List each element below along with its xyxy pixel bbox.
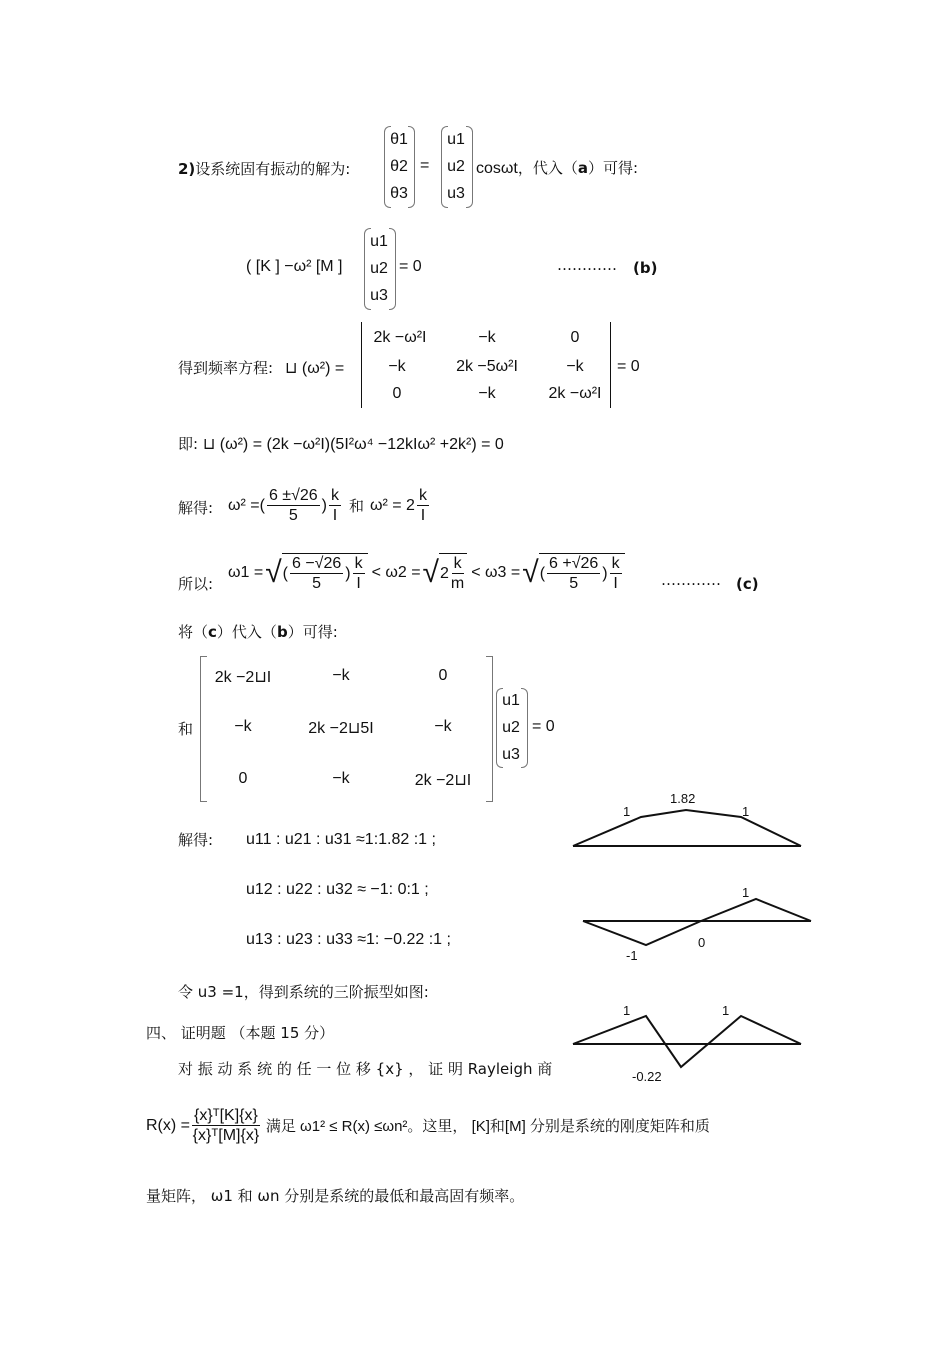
ref-a: a [577,159,588,177]
and-u2: u2 [502,718,520,736]
eq-b-rhs: = 0 [399,258,422,275]
expand-line [178,433,504,454]
mode-3-label: 1 [722,1003,730,1018]
so-label-c: (c) [736,575,759,593]
ratios-label: 解得: [178,831,214,849]
step2-text: 设系统固有振动的解为: [195,160,351,178]
and-u3: u3 [502,745,520,763]
and-brace-right [521,688,528,768]
mode-2-label: 1 [742,885,750,900]
mode-3-shape [573,1003,801,1084]
solve-lhs: ω² =( [228,496,265,514]
mode-3-curve [573,1016,801,1067]
mode-3-label: -0.22 [632,1069,662,1084]
and-u1: u1 [502,692,520,710]
rq-num: {x}ᵀ[K]{x} [194,1107,258,1124]
det-cell: −k [478,385,496,402]
and-label: 和 [178,720,194,738]
eq-b-label: (b) [633,259,658,277]
solve-I2: I [420,507,426,524]
u-1: u1 [447,130,465,148]
and-rhs: = 0 [532,718,555,735]
det-cell: −k [388,358,406,375]
sub-cb-line [178,621,338,642]
theta-vector [388,126,410,208]
sqrt-sign: √ [522,556,539,589]
eq-b-u2: u2 [370,259,388,277]
theta-3: θ3 [390,185,408,203]
matrix-cell: 2k −2⊔5I [308,720,374,737]
det-cell: 0 [570,329,580,346]
theta-brace-right [408,126,415,208]
so-k1: k [354,555,363,572]
so-km [451,554,464,593]
matrix-cell: 0 [238,770,248,787]
step2-line [178,158,350,179]
expand-expr: ⊔ (ω²) = (2k −ω²I)(5I²ω⁴ −12kIω² +2k²) = 0 [202,436,504,453]
step2-prefix: 2) [178,160,196,178]
sqrt-body: ( $\frac{6 +√26}{5}$ ) $\frac{k}{I}$ [539,553,625,593]
eq-b-u3: u3 [370,287,388,305]
rayleigh-quotient [146,1106,710,1145]
let-line: 令 u3 =1，得到系统的三阶振型如图: [178,983,429,1001]
so-m: m [450,575,465,592]
so-lt2: < ω3 = [471,564,521,581]
rq-frac [192,1106,260,1145]
eq-b-u1: u1 [370,232,388,250]
expand-label: 即: [178,435,199,453]
k-over-I [329,486,341,525]
solve-lhs2: ω² = 2 [369,496,415,514]
so-two: 2 [440,564,449,582]
get-text: ）可得: [587,159,639,177]
ratio-2: u12 : u22 : u32 ≈ −1: 0:1 ; [246,881,429,898]
so-k3: k [611,555,620,572]
step2-tail [476,157,638,178]
section4-line3: 量矩阵， ω1 和 ωn 分别是系统的最低和最高固有频率。 [146,1187,525,1205]
det-cell: 2k −ω²I [548,385,602,402]
mode-2-label: 0 [698,935,706,950]
solve-and: 和 [348,498,364,515]
ratio-1: u11 : u21 : u31 ≈1:1.82 :1 ; [246,831,436,848]
solve-close: ) [321,496,327,514]
so-frac1 [290,554,343,593]
solve-k2: k [418,487,427,504]
mode-1-label: 1 [742,804,750,819]
matrix-cell: −k [434,718,452,735]
solve-I: I [332,507,338,524]
solve-expr [228,486,431,525]
theta-1: θ1 [390,130,408,148]
sub-cb-text2: ）代入（ [216,623,277,641]
rq-rest: 满足 ω1² ≤ R(x) ≤ωn²。这里， [K]和[M] 分别是系统的刚度矩阵和质 [265,1118,710,1135]
det-cell: −k [566,358,584,375]
so-den1: 5 [312,575,322,592]
eq-b-brace-right [389,228,396,310]
mode-1-shape [573,791,801,846]
so-num1: 6 −√26 [291,555,342,572]
sub-cb-c: c [208,623,217,641]
so-kI1 [353,554,365,593]
so-label: 所以: [178,575,214,593]
det-cell: −k [478,329,496,346]
matrix-cell: 2k −2⊔I [414,772,472,789]
freq-eq-label: 得到频率方程: [178,359,274,377]
so-w1: ω1 = [228,564,264,581]
matrix-cell: −k [332,667,350,684]
sqrt-body: ( $\frac{6 -√26}{5}$ ) $\frac{k}{I}$ [282,553,368,593]
sqrt-sign: √ [422,556,440,589]
matrix-cell: 2k −2⊔I [214,669,272,686]
freq-eq-lhs: ⊔ (ω²) = [285,360,345,377]
so-dots: ………… [661,571,721,589]
u-brace-right [466,126,473,208]
solve-frac [267,486,320,525]
so-I1: I [356,575,361,592]
mode-shapes-figure [560,780,820,1090]
section4-line1: 对 振 动 系 统 的 任 一 位 移 {x} ， 证 明 Rayleigh 商 [178,1060,553,1078]
so-lt1: < ω2 = [371,564,421,581]
substitute-text: ，代入（ [517,159,578,177]
matrix-cell: −k [332,770,350,787]
matrix-cell: −k [234,718,252,735]
mode-1-curve [573,810,801,846]
so-expr [228,553,625,593]
section4-title: 四、 证明题 （本题 15 分） [146,1024,335,1042]
k-over-I-2 [417,486,429,525]
det-cell: 0 [392,385,402,402]
eq-b-vector [367,228,391,310]
sqrt-body [439,553,467,593]
so-k2: k [453,555,462,572]
so-num3: 6 +√26 [549,555,599,572]
ratio-3: u13 : u23 : u33 ≈1: −0.22 :1 ; [246,931,451,948]
so-I3: I [613,575,618,592]
theta-2: θ2 [390,157,408,175]
det-cell: 2k −5ω²I [456,358,518,375]
solve-k: k [330,487,339,504]
det-cell: 2k −ω²I [373,329,427,346]
u-3: u3 [447,185,465,203]
solve-den: 5 [288,507,298,524]
mode-2-label: -1 [626,948,638,963]
eq-b-lhs: ( [K ] −ω² [M ] [246,258,343,275]
sub-cb-text1: 将（ [178,623,209,641]
so-den3: 5 [569,575,579,592]
solve-num: 6 ±√26 [268,487,318,504]
cos-term: cosωt [476,160,518,177]
u-vector [444,126,468,208]
sub-cb-text3: ）可得: [287,623,338,641]
mode-1-label: 1 [623,804,631,819]
solve-label: 解得: [178,499,214,517]
mode-3-label: 1 [623,1003,631,1018]
rq-den: {x}ᵀ[M]{x} [192,1127,260,1144]
rq-lhs: R(x) = [146,1116,190,1134]
equals-sign: = [420,157,430,174]
sub-cb-b: b [276,623,288,641]
eq-b-dots: ………… [557,256,617,274]
so-frac3 [547,554,600,593]
freq-eq-rhs: = 0 [617,358,640,375]
mode-1-label: 1.82 [670,791,696,806]
matrix-cell: 0 [438,667,448,684]
mode-2-shape [583,885,811,963]
sqrt-sign: √ [265,556,282,589]
so-kI3 [610,554,622,593]
u-2: u2 [447,157,465,175]
and-u-vector [499,688,523,768]
